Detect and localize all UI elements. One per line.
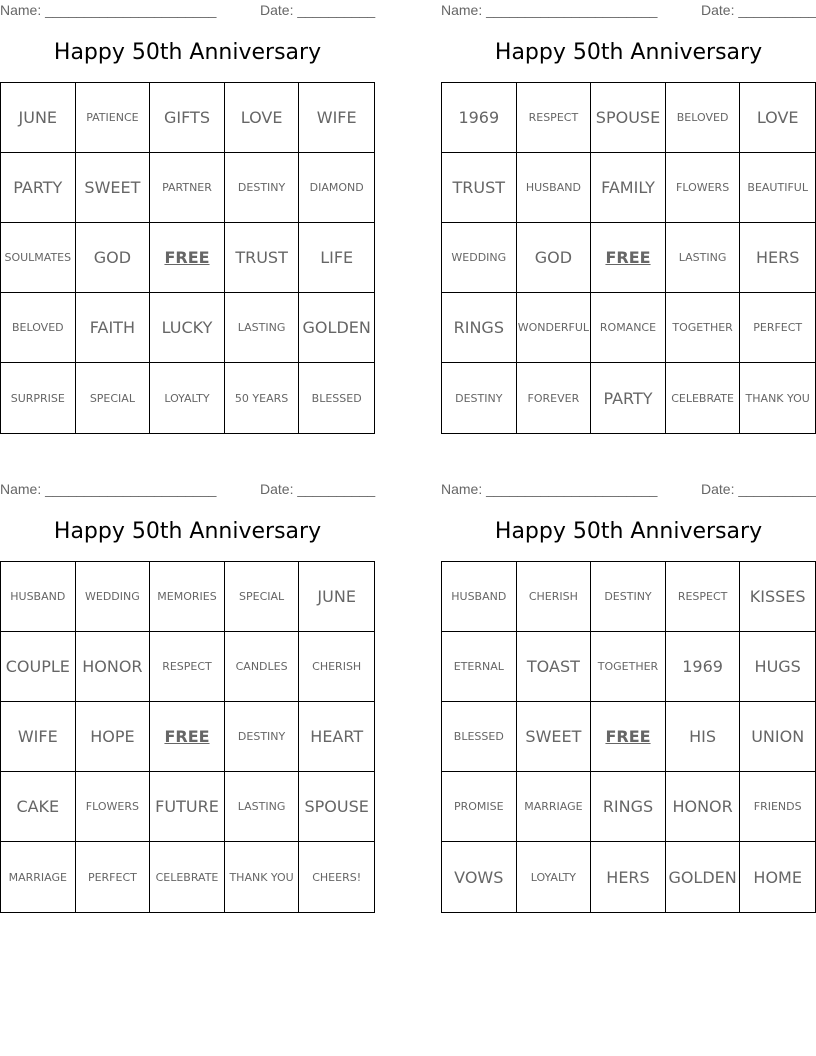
bingo-cell: KISSES	[740, 562, 815, 632]
bingo-cell: SPECIAL	[76, 363, 151, 433]
card-header	[441, 2, 816, 20]
bingo-cell: ROMANCE	[591, 293, 666, 363]
bingo-card-4	[441, 479, 816, 887]
bingo-cell: HONOR	[76, 632, 151, 702]
bingo-cell: LASTING	[666, 223, 741, 293]
card-header	[441, 481, 816, 499]
bingo-cell: TOGETHER	[591, 632, 666, 702]
bingo-card-1	[0, 0, 376, 405]
bingo-cell: PARTNER	[150, 153, 225, 223]
bingo-cell: FRIENDS	[740, 772, 815, 842]
card-header	[0, 481, 375, 499]
bingo-cell: LOYALTY	[517, 842, 592, 912]
bingo-grid	[441, 561, 816, 913]
bingo-cell: SURPRISE	[1, 363, 76, 433]
name-line: Name: ______________________	[0, 481, 217, 497]
bingo-cell: HERS	[740, 223, 815, 293]
bingo-cell: RINGS	[591, 772, 666, 842]
bingo-cell: GOLDEN	[299, 293, 374, 363]
bingo-cell: MEMORIES	[150, 562, 225, 632]
bingo-cell: FLOWERS	[666, 153, 741, 223]
bingo-cell: PROMISE	[442, 772, 517, 842]
bingo-cell: FUTURE	[150, 772, 225, 842]
bingo-cell: RESPECT	[517, 83, 592, 153]
bingo-cell: HOME	[753, 867, 802, 887]
bingo-cell: DESTINY	[591, 562, 666, 632]
bingo-cell: GOD	[76, 223, 151, 293]
bingo-cell: SPOUSE	[299, 772, 374, 842]
bingo-cell: PARTY	[591, 363, 666, 433]
bingo-cell: PERFECT	[76, 842, 151, 912]
free-space-cell: FREE	[591, 223, 666, 293]
bingo-card-2	[441, 0, 816, 408]
free-space-cell: FREE	[150, 223, 225, 293]
bingo-cell: BLESSED	[442, 702, 517, 772]
bingo-cell: LIFE	[299, 223, 374, 293]
bingo-cell: LASTING	[225, 293, 300, 363]
card-title: Happy 50th Anniversary	[494, 40, 763, 65]
bingo-cell: LOVE	[740, 83, 815, 153]
bingo-cell: ETERNAL	[442, 632, 517, 702]
bingo-cell: CAKE	[1, 772, 76, 842]
bingo-cell: HIS	[666, 702, 741, 772]
bingo-cell: WEDDING	[76, 562, 151, 632]
bingo-cell: SOULMATES	[1, 223, 76, 293]
bingo-cell: FAITH	[76, 293, 151, 363]
bingo-cell: BELOVED	[1, 293, 76, 363]
bingo-cell: VOWS	[442, 842, 517, 912]
bingo-cell: LUCKY	[150, 293, 225, 363]
bingo-cell: THANK YOU	[225, 842, 300, 912]
bingo-cell: TRUST	[442, 153, 517, 223]
bingo-cell: JUNE	[299, 562, 374, 632]
bingo-cell: CELEBRATE	[150, 842, 225, 912]
bingo-cell: HONOR	[666, 772, 741, 842]
bingo-cell: TOGETHER	[666, 293, 741, 363]
bingo-cell: DESTINY	[225, 702, 300, 772]
bingo-cell: RINGS	[442, 293, 517, 363]
date-line: Date: __________	[260, 2, 376, 18]
bingo-grid	[0, 82, 375, 434]
name-line: Name: ______________________	[0, 2, 217, 18]
bingo-cell: HUGS	[740, 632, 815, 702]
bingo-cell: MARRIAGE	[517, 772, 592, 842]
bingo-cell: HUSBAND	[1, 562, 76, 632]
bingo-cell: CHEERS!	[312, 870, 362, 884]
card-title: Happy 50th Anniversary	[494, 519, 763, 544]
bingo-cell: 1969	[666, 632, 741, 702]
bingo-cell: GOLDEN	[666, 842, 741, 912]
bingo-cell: FAMILY	[591, 153, 666, 223]
bingo-cell: HERS	[591, 842, 666, 912]
bingo-cell: SPOUSE	[591, 83, 666, 153]
bingo-cell: JUNE	[1, 83, 76, 153]
bingo-cell: CANDLES	[225, 632, 300, 702]
bingo-cell: MARRIAGE	[1, 842, 76, 912]
bingo-cell: LASTING	[225, 772, 300, 842]
bingo-card-3	[0, 479, 376, 884]
bingo-cell: HOPE	[76, 702, 151, 772]
bingo-grid	[0, 561, 375, 913]
bingo-cell: FLOWERS	[76, 772, 151, 842]
bingo-cell: GIFTS	[150, 83, 225, 153]
card-title: Happy 50th Anniversary	[53, 519, 322, 544]
bingo-cell: CHERISH	[299, 632, 374, 702]
card-header	[0, 2, 375, 20]
bingo-cell: DESTINY	[442, 363, 517, 433]
bingo-cell: RESPECT	[666, 562, 741, 632]
bingo-cell: CELEBRATE	[666, 363, 741, 433]
bingo-cell: FOREVER	[517, 363, 592, 433]
bingo-cell: UNION	[740, 702, 815, 772]
bingo-cell: COUPLE	[1, 632, 76, 702]
bingo-cell: BELOVED	[666, 83, 741, 153]
bingo-cell: TRUST	[225, 223, 300, 293]
bingo-cell: WIFE	[1, 702, 76, 772]
bingo-cell: HEART	[299, 702, 374, 772]
bingo-cell: TOAST	[517, 632, 592, 702]
name-line: Name: ______________________	[441, 2, 658, 18]
bingo-cell: SWEET	[517, 702, 592, 772]
bingo-cell: THANK YOU	[745, 391, 810, 405]
bingo-cell: DESTINY	[225, 153, 300, 223]
bingo-cell: GOD	[517, 223, 592, 293]
bingo-cell: SWEET	[76, 153, 151, 223]
bingo-cell: 1969	[442, 83, 517, 153]
bingo-cell: BEAUTIFUL	[740, 153, 815, 223]
bingo-cell: HUSBAND	[442, 562, 517, 632]
name-line: Name: ______________________	[441, 481, 658, 497]
card-title: Happy 50th Anniversary	[53, 40, 322, 65]
bingo-cell: DIAMOND	[299, 153, 374, 223]
free-space-cell: FREE	[150, 702, 225, 772]
bingo-cell: LOVE	[225, 83, 300, 153]
bingo-cell: PATIENCE	[76, 83, 151, 153]
date-line: Date: __________	[701, 481, 816, 497]
date-line: Date: __________	[701, 2, 816, 18]
bingo-cell: RESPECT	[150, 632, 225, 702]
bingo-cell: LOYALTY	[150, 363, 225, 433]
bingo-cell: WEDDING	[442, 223, 517, 293]
bingo-cell: SPECIAL	[225, 562, 300, 632]
date-line: Date: __________	[260, 481, 376, 497]
bingo-cell: PARTY	[1, 153, 76, 223]
bingo-cell: HUSBAND	[517, 153, 592, 223]
bingo-cell: CHERISH	[517, 562, 592, 632]
free-space-cell: FREE	[591, 702, 666, 772]
bingo-cell: WIFE	[299, 83, 374, 153]
bingo-grid	[441, 82, 816, 434]
bingo-cell: BLESSED	[311, 391, 362, 405]
bingo-cell: WONDERFUL	[517, 293, 592, 363]
bingo-cell: PERFECT	[740, 293, 815, 363]
bingo-cell: 50 YEARS	[225, 363, 300, 433]
